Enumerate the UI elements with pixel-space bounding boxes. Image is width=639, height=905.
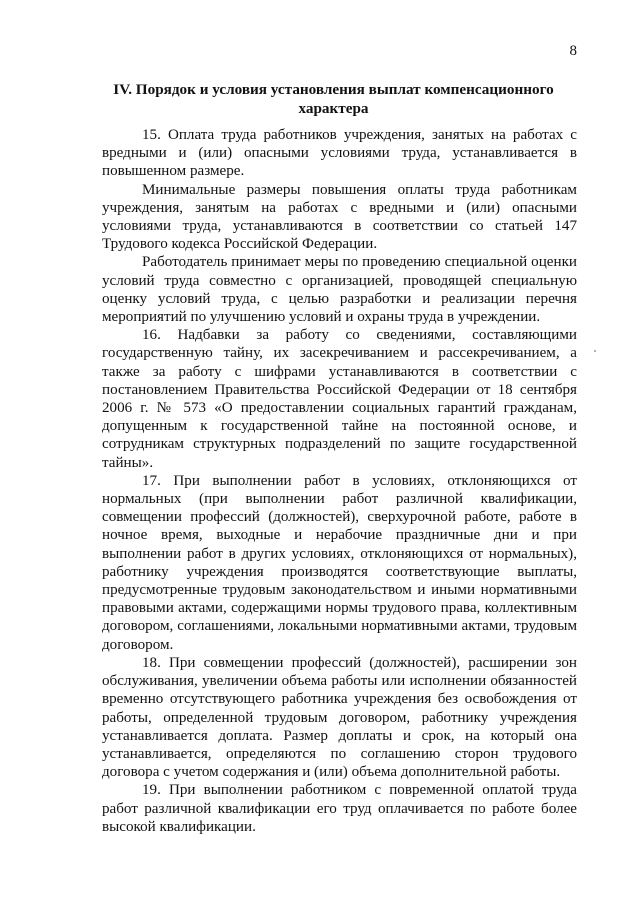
page-number: 8 [569, 43, 577, 59]
section-heading-line-2: характера [298, 100, 369, 117]
paragraph-17: 17. При выполнении работ в условиях, отклоняющихся от нормальных (при выполнении работ различной квалификации, совмещении профессий (должностей), сверхурочной работе, работе в ночное время, выходные и нерабочие праздничные дни и при выполнении работ в других условиях, отклоняющихся от нормальных), работнику учреждения производятся соответствующие выплаты, предусмотренные трудовым законодательством и иными нормативными правовыми актами, содержащими нормы трудового права, коллективным договором, соглашениями, локальными нормативными актами, трудовым договором. [102, 472, 577, 653]
paragraph-15-employer-measures: Работодатель принимает меры по проведению специальной оценки условий труда совместно с организацией, проводящей специальную оценку условий труда, с целью разработки и реализации перечня мероприятий по улучшению условий и охраны труда в учреждении. [102, 254, 577, 326]
scan-speck [594, 350, 596, 352]
section-heading-line-1: IV. Порядок и условия установления выплат компенсационного [113, 81, 554, 98]
paragraph-15: 15. Оплата труда работников учреждения, занятых на работах с вредными и (или) опасными условиями труда, устанавливается в повышенном размере. [102, 127, 577, 180]
paragraph-15-minimum-sizes: Минимальные размеры повышения оплаты труда работникам учреждения, занятым на работах с вредными и (или) опасными условиями труда, устанавливаются в соответствии со статьей 147 Трудового кодекса Российской Федерации. [102, 181, 577, 253]
paragraph-16: 16. Надбавки за работу со сведениями, составляющими государственную тайну, их засекречиванием и рассекречиванием, а также за работу с шифрами устанавливаются в соответствии с постановлением Правительства Российской Федерации от 18 сентября 2006 г. № 573 «О предоставлении социальных гарантий гражданам, допущенным к государственной тайне на постоянной основе, и сотрудникам структурных подразделений по защите государственной тайны». [102, 327, 577, 471]
paragraph-19: 19. При выполнении работником с повременной оплатой труда работ различной квалификации его труд оплачивается по работе более высокой квалификации. [102, 782, 577, 835]
paragraph-18: 18. При совмещении профессий (должностей), расширении зон обслуживания, увеличении объема работы или исполнении обязанностей временно отсутствующего работника учреждения без освобождения от работы, определенной трудовым договором, работнику учреждения устанавливается доплата. Размер доплаты и срок, на который она устанавливается, определяются по соглашению сторон трудового договора с учетом содержания и (или) объема дополнительной работы. [102, 654, 577, 781]
document-body [102, 126, 577, 836]
section-heading [90, 80, 577, 118]
